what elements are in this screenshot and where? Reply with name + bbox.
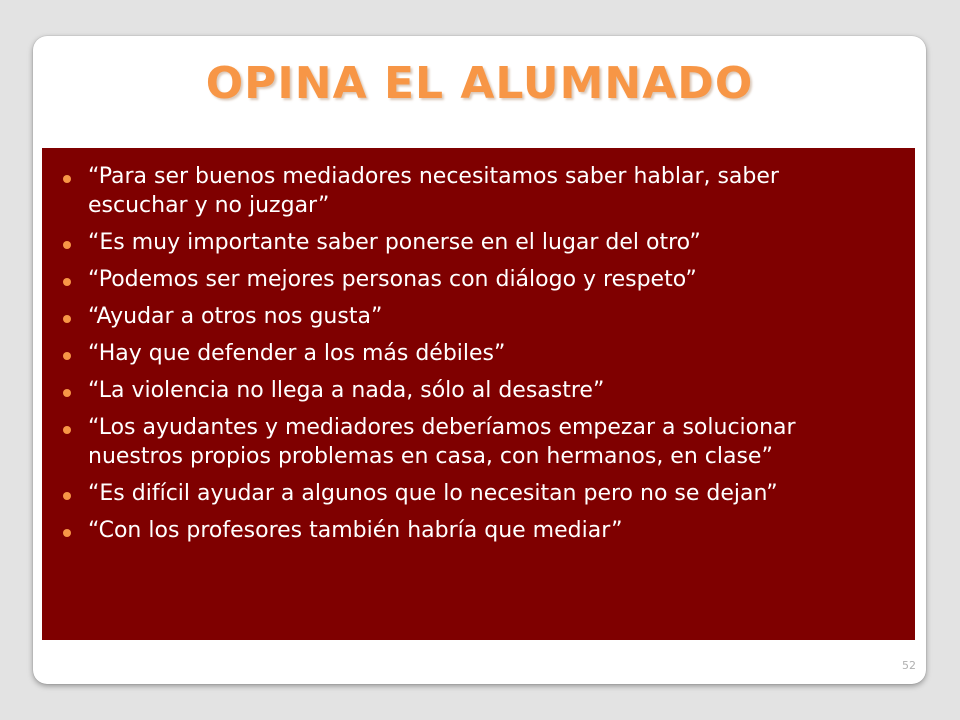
- bullet-item: [88, 413, 875, 471]
- bullet-dot-icon: [63, 175, 71, 183]
- bullet-item: [88, 376, 875, 405]
- page-number: 52: [902, 659, 916, 672]
- slide: [33, 36, 926, 684]
- bullet-text: “La violencia no llega a nada, sólo al desastre”: [88, 378, 605, 403]
- bullet-item: [88, 228, 875, 257]
- bullet-dot-icon: [63, 389, 71, 397]
- bullet-item: [88, 479, 875, 508]
- bullet-item: [88, 265, 875, 294]
- slide-title: OPINA EL ALUMNADO: [205, 58, 754, 109]
- bullet-text: “Es muy importante saber ponerse en el lugar del otro”: [88, 230, 701, 255]
- bullet-dot-icon: [63, 315, 71, 323]
- bullet-text: “Hay que defender a los más débiles”: [88, 341, 506, 366]
- bullet-item: [88, 339, 875, 368]
- bullet-text: “Con los profesores también habría que mediar”: [88, 518, 623, 543]
- bullet-text: “Es difícil ayudar a algunos que lo necesitan pero no se dejan”: [88, 481, 778, 506]
- bullet-text: “Los ayudantes y mediadores deberíamos empezar a solucionar nuestros propios problemas en casa, con hermanos, en clase”: [88, 415, 796, 469]
- bullet-item: [88, 162, 875, 220]
- bullet-item: [88, 516, 875, 545]
- bullet-list: [42, 148, 915, 545]
- bullet-text: “Ayudar a otros nos gusta”: [88, 304, 383, 329]
- bullet-dot-icon: [63, 278, 71, 286]
- bullet-dot-icon: [63, 529, 71, 537]
- bullet-dot-icon: [63, 426, 71, 434]
- bullet-text: “Para ser buenos mediadores necesitamos saber hablar, saber escuchar y no juzgar”: [88, 164, 779, 218]
- bullet-item: [88, 302, 875, 331]
- content-box: [42, 148, 915, 640]
- bullet-dot-icon: [63, 492, 71, 500]
- bullet-dot-icon: [63, 241, 71, 249]
- bullet-dot-icon: [63, 352, 71, 360]
- bullet-text: “Podemos ser mejores personas con diálogo y respeto”: [88, 267, 697, 292]
